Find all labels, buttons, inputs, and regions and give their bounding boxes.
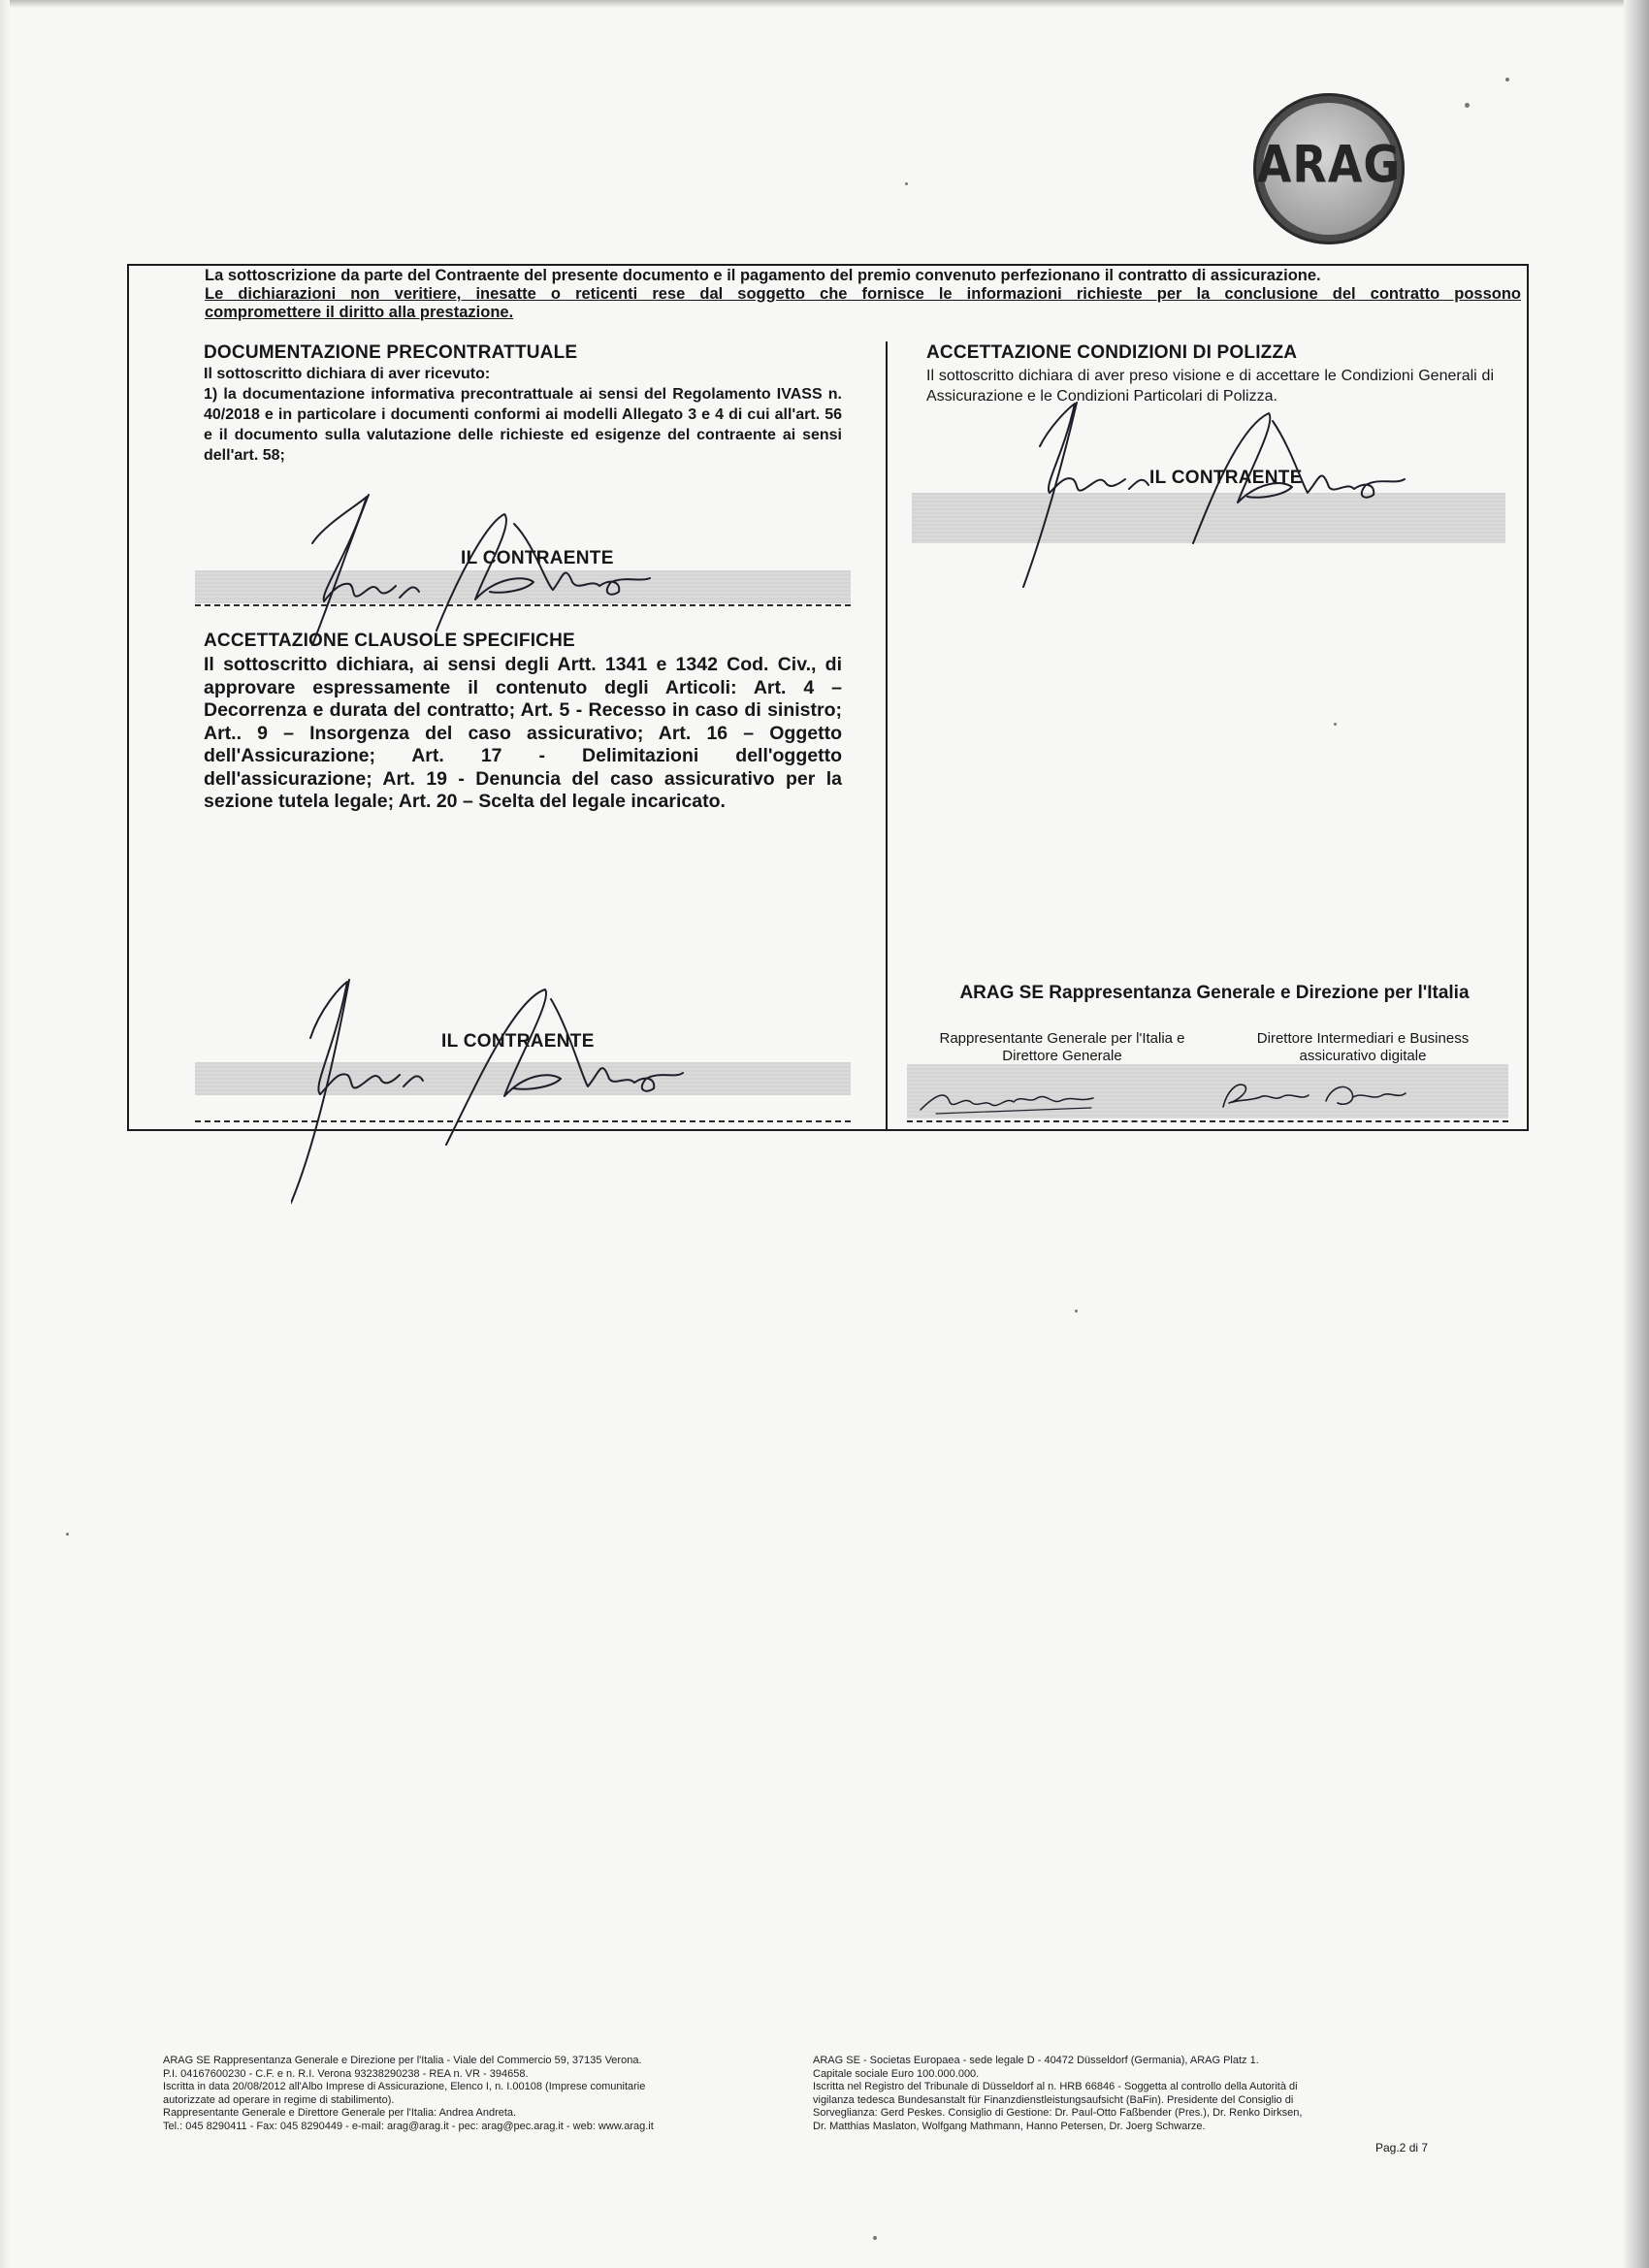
signature-label-contraente-1: IL CONTRAENTE xyxy=(461,548,614,568)
footer-left-line-2: P.I. 04167600230 - C.F. e n. R.I. Verona 93238290238 - REA n. VR - 394658. xyxy=(163,2067,529,2080)
doc-precontrattuale-text xyxy=(204,364,842,466)
scan-speck xyxy=(1505,78,1509,81)
column-divider xyxy=(886,341,888,1131)
signature-label-contraente-2: IL CONTRAENTE xyxy=(441,1031,595,1052)
footer-left-line-1: ARAG SE Rappresentanza Generale e Direzione per l'Italia - Viale del Commercio 59, 37135 Verona. xyxy=(163,2055,642,2066)
doc-precontrattuale-title: DOCUMENTAZIONE PRECONTRATTUALE xyxy=(204,342,578,363)
footer-right-line-5: Sorveglianza: Gerd Peskes. Consiglio di Gestione: Dr. Paul-Otto Faßbender (Pres.), Dr. Renko Dirksen, xyxy=(813,2107,1303,2119)
rep-role-left xyxy=(912,1030,1212,1065)
signature-line-arag xyxy=(907,1120,1508,1122)
footer-right-line-6: Dr. Matthias Maslaton, Wolfgang Mathmann, Hanno Petersen, Dr. Joerg Schwarze. xyxy=(813,2120,1206,2132)
signature-band-1 xyxy=(195,570,851,603)
clausole-specifiche-title: ACCETTAZIONE CLAUSOLE SPECIFICHE xyxy=(204,631,575,651)
intro-line-1: La sottoscrizione da parte del Contraente del presente documento e il pagamento del premio convenuto perfezionano il contratto di assicurazione. xyxy=(205,267,1321,284)
footer-right xyxy=(813,2055,1439,2133)
footer-right-line-2: Capitale sociale Euro 100.000.000. xyxy=(813,2067,980,2080)
rep-role-left-line-1: Rappresentante Generale per l'Italia e xyxy=(939,1030,1185,1047)
rep-role-right-line-2: assicurativo digitale xyxy=(1299,1048,1427,1064)
clausole-specifiche-body: Il sottoscritto dichiara, ai sensi degli Artt. 1341 e 1342 Cod. Civ., di approvare espressamente il contenuto degli Articoli: Art. 4 – Decorrenza e durata del contratto; Art. 5 - Recesso in caso di sinistro; Art.. 9 – Insorgenza del caso assicurativo; Art. 16 – Oggetto dell'Assicurazione; Art. 17 - Delimitazioni dell'oggetto dell'assicurazione; Art. 19 - Denuncia del caso assicurativo per la sezione tutela legale; Art. 20 – Scelta del legale incaricato. xyxy=(204,654,842,812)
footer-right-line-4: vigilanza tedesca Bundesanstalt für Finanzdienstleistungsaufsicht (BaFin). Presidente del Consiglio di xyxy=(813,2093,1294,2106)
signature-band-arag xyxy=(907,1064,1508,1118)
arag-logo xyxy=(1253,93,1405,244)
rep-role-right xyxy=(1222,1030,1504,1065)
scan-edge-right xyxy=(1624,0,1649,2268)
footer-left-line-6: Tel.: 045 8290411 - Fax: 045 8290449 - e-mail: arag@arag.it - pec: arag@pec.arag.it - web: www.arag.it xyxy=(163,2120,654,2132)
footer-right-line-3: Iscritta nel Registro del Tribunale di Düsseldorf al n. HRB 66846 - Soggetta al controllo della Autorità di xyxy=(813,2081,1298,2092)
condizioni-polizza-body: Il sottoscritto dichiara di aver preso visione e di accettare le Condizioni Generali di Assicurazione e le Condizioni Particolari di Polizza. xyxy=(926,368,1494,405)
scan-speck xyxy=(873,2236,877,2240)
signature-line-2 xyxy=(195,1120,851,1122)
signature-band-3 xyxy=(912,493,1505,543)
condizioni-polizza-title: ACCETTAZIONE CONDIZIONI DI POLIZZA xyxy=(926,342,1298,363)
rep-role-left-line-2: Direttore Generale xyxy=(1002,1048,1122,1064)
scan-speck xyxy=(1075,1310,1078,1312)
footer-left-line-4: autorizzate ad operare in regime di stabilimento). xyxy=(163,2093,395,2106)
arag-representative-title: ARAG SE Rappresentanza Generale e Direzione per l'Italia xyxy=(959,983,1470,1003)
rep-role-right-line-1: Direttore Intermediari e Business xyxy=(1256,1030,1470,1047)
scan-shadow-left xyxy=(0,0,10,2268)
intro-line-2: Le dichiarazioni non veritiere, inesatte o reticenti rese dal soggetto che fornisce le informazioni richieste per la conclusione del contratto possono xyxy=(205,285,1521,303)
footer-right-line-1: ARAG SE - Societas Europaea - sede legale D - 40472 Düsseldorf (Germania), ARAG Platz 1. xyxy=(813,2055,1259,2066)
signature-label-contraente-3: IL CONTRAENTE xyxy=(1149,468,1303,488)
scan-speck xyxy=(905,182,908,185)
intro-text xyxy=(205,267,1521,322)
signature-line-1 xyxy=(195,604,851,606)
scan-speck xyxy=(1465,103,1470,108)
doc-precontrattuale-body: 1) la documentazione informativa precontrattuale ai sensi del Regolamento IVASS n. 40/2018 e in particolare i documenti conformi ai modelli Allegato 3 e 4 di cui all'art. 56 e il documento sulla valutazione delle richieste ed esigenze del contraente ai sensi dell'art. 58; xyxy=(204,386,842,464)
page-number: Pag.2 di 7 xyxy=(1375,2141,1429,2155)
footer-left-line-5: Rappresentante Generale e Direttore Generale per l'Italia: Andrea Andreta. xyxy=(163,2107,517,2119)
footer-left xyxy=(163,2055,793,2133)
scan-edge-top xyxy=(0,0,1649,8)
footer-left-line-3: Iscritta in data 20/08/2012 all'Albo Imprese di Assicurazione, Elenco I, n. I.00108 (Imprese comunitarie xyxy=(163,2081,646,2092)
signature-band-2 xyxy=(195,1062,851,1095)
doc-precontrattuale-intro: Il sottoscritto dichiara di aver ricevuto: xyxy=(204,366,491,382)
arag-logo-text: ARAG xyxy=(1256,133,1402,195)
scan-speck xyxy=(66,1533,69,1536)
intro-line-3: compromettere il diritto alla prestazione. xyxy=(205,304,514,321)
